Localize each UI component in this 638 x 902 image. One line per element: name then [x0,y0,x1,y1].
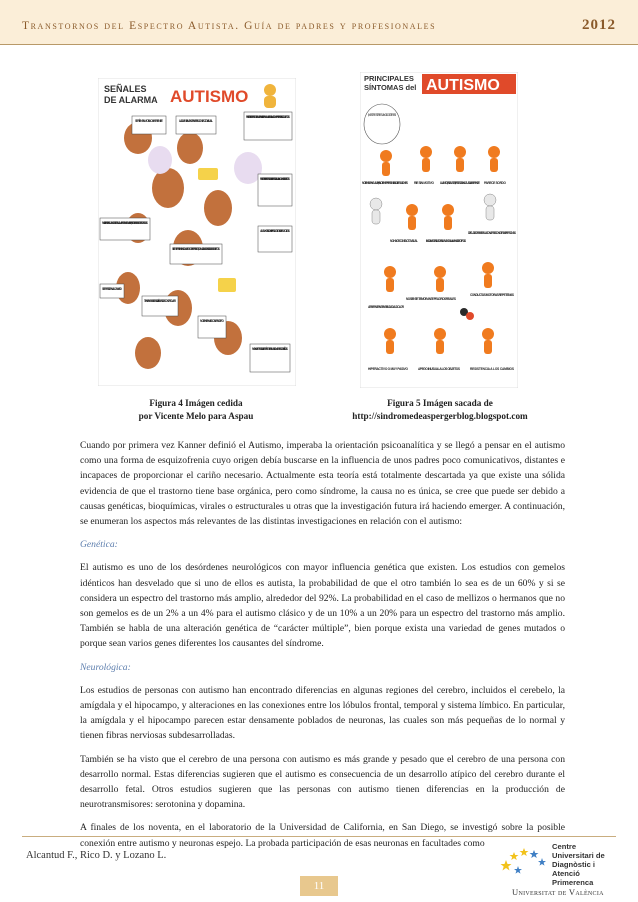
logo-stars-icon [498,842,548,882]
fig4-label-3: PUEDEN PRESENTAR AUSENCIA DE LENGUAJE ORAL NO COMPRENDEN CON GESTOS [246,115,291,119]
figure-5-caption [310,397,570,423]
fig5-title-small-1: PRINCIPALES [364,74,414,83]
logo-text [552,842,605,887]
fig4-label-2: LA CUENTA MANTENER EL CONTACTO VISUAL [179,119,213,123]
figure-4-caption [96,397,296,423]
paragraph-intro: Cuando por primera vez Kanner definió el Autismo, imperaba la orientación psicoanalítica y se llegó a pensar en el autismo como una forma de esquizofrenia cuyo origen debía buscarse en la influencia de unos padres poco comunicativos, distantes e incapaces de proporcionar el cariño necesario. Actualmente esta teoría está totalmente descartada ya que existe una sólida evidencia de que el trastorno tiene base orgánica, pero como síndrome, la causa no es única, se cree que puede ser debido a causas genéticas, bioquímicas, virales o estructurales u otras que la investigación futura irá haciendo emerger. A continuación, se enumeran los aspectos más relevantes de las distintas investigaciones en relación con el autismo: [80,440,565,528]
paragraph-cerebro: También se ha visto que el cerebro de una persona con autismo es más grande y pesado que el cerebro de una persona con desarrollo normal. Estas diferencias sugieren que el autismo es consecuencia de un desarrollo atípico del cerebro durante el desarrollo fetal. Otros estudios sugieren que las personas con autismo tienen diferencias en la producción de neurotransmisores: serotonina y dopamina. [80,753,565,811]
fig4-label-4: PUEDEN PRESENTAR UN APEGO INUSUAL A ALGUNOS OBJETOS [260,177,291,181]
paragraph-neuronas-espejo: A finales de los noventa, en el laboratorio de la Universidad de California, en San Diego, se investigó sobre la posible conexión entre autismo y neuronas espejo. La probada participación de esas neuronas en facultades como [80,822,565,849]
fig5-label-11: HIPERACTIVO O MUY PASIVO [368,367,408,371]
fig5-speech-bubble [364,104,400,144]
running-header-title: Transtornos del Espectro Autista. Guía de padres y profesionales [22,20,437,32]
figure-5-image [360,72,518,388]
fig5-label-2: RIE SIN MOTIVO [414,181,434,185]
fig4-title-big: AUTISMO [170,87,249,106]
figure-5-caption-line-2: http://sindromedeaspergerblog.blogspot.com [352,411,528,421]
fig5-speech-text: ¡NES TRES TRES UNO DOS TRES! [368,113,397,117]
fig5-label-13: RESISTENCIA A LOS CAMBIOS [470,367,514,371]
page-number: 11 [300,876,338,896]
logo-line-1: Centre [552,842,577,851]
fig4-title-small-1: SEÑALES [104,84,147,94]
fig5-label-12: APEGO INUSUAL A LOS OBJETOS [418,367,460,371]
fig4-label-5: NO ATIENDEN CUANDO SE LES LLAMA POR SU NOMBRE, PUEDEN PARECER SORDOS [102,221,149,225]
header-rule [0,44,638,45]
fig5-label-10: APARENTE INSENSIBILIDAD AL DOLOR [368,305,404,309]
fig5-label-9: NO SIENTE TEMOR ANTE PELIGROS REALES [406,297,456,301]
figure-5-illustration [360,72,518,388]
figure-5-caption-line-1: Figura 5 Imágen sacada de [387,398,493,408]
logo-line-5: Primerenca [552,878,594,887]
cudap-logo [498,842,626,900]
logo-line-3: Diagnòstic i [552,860,596,869]
logo-university: Universitat de València [512,887,604,897]
fig4-label-6: ALGUNOS SON HIPERACTIVOS O HIPOACTIVOS [260,229,290,233]
fig5-label-5: DIFICULTAD PARA RELACIONARSE CON OTRAS PERSONAS [468,231,516,235]
subheading-neurologica: Neurológica: [80,661,131,673]
paragraph-neurologica: Los estudios de personas con autismo han encontrado diferencias en algunas regiones del cerebro, incluidos el cerebelo, la amígdala y el hipocampo, y alteraciones en las conexiones entre los lóbulos frontal, temporal y sistema límbico. En particular, la amígdala y el hipocampo parecen estar densamente poblados de neuronas, las cuales son más pequeñas de lo normal y tienen fibras nerviosas subdesarrolladas. [80,684,565,742]
figure-4-image [98,78,296,386]
figure-4-caption-line-2: por Vicente Melo para Aspau [138,411,254,421]
fig5-title-small-2: SÍNTOMAS del [364,83,417,92]
fig5-label-6: NO HACE CONTACTO VISUAL [390,239,418,243]
logo-line-2: Universitari de [552,851,605,860]
figure-4-illustration [98,78,296,386]
running-header-year: 2012 [582,17,616,33]
fig4-label-8: SE RESISTEN AL CAMBIO [102,287,122,291]
fig4-teddy-head [264,84,276,96]
body-text [80,438,565,859]
fig5-label-7: INDICA NECESIDADES LLEVANDO LA MANO DE OTROS [426,239,467,243]
fig4-teddy-body [264,96,276,108]
fig4-label-1: SE RÍEN SIN MOTIVO APARENTE [135,119,163,123]
footer-authors: Alcantud F., Rico D. y Lozano L. [26,850,167,861]
fig5-title-big: AUTISMO [426,77,500,94]
figure-4-caption-line-1: Figura 4 Imágen cedida [149,398,243,408]
fig4-title-small-2: DE ALARMA [104,95,158,105]
fig4-label-11: NO MUESTRAN INTERÉS POR RELACIONARSE CON NIÑOS [252,347,288,351]
fig5-label-3: LLANTO, PATALETA, TRISTEZA SIN CAUSA APARENTE [440,181,480,185]
paragraph-genetica: El autismo es uno de los desórdenes neurológicos con mayor influencia genética que existen. Los estudios con gemelos idénticos han desvelado que si uno de ellos es autista, la probabilidad de que el otro también lo sea es de un 60% y si se considera un espectro del trastorno más amplio, alrededor del 92%. La probabilidad en el caso de mellizos o hermanos que no son gemelos es de un 2% a un 4% para el autismo clásico y de un 10% a un 20% para un espectro del trastorno más amplio. También se habla de una alteración genética de “carácter múltiple”, bien porque exista una variedad de genes mutados o porque sean varios genes diferentes los causantes del síndrome. [80,562,565,650]
subheading-genetica: Genética: [80,539,118,551]
fig4-label-7: SE ENTRETIENEN CON JUEGOS REPETITIVOS, COMO ALINEAR O GIRAR OBJETOS [172,247,220,251]
fig4-label-10: NO TIENEN MIEDO AL PELIGRO [200,319,224,323]
fig5-label-1: NO TIENE LENGUAJE, Y SI LO TIENE PRESENTA ALTERACIONES [362,181,409,185]
logo-line-4: Atenció [552,869,580,878]
fig5-label-4: PARECE SORDO [484,181,506,185]
fig4-label-9: TIENEN RABIETAS DIFÍCILES DE CONTROLAR [144,299,176,303]
footer-rule [22,836,616,837]
fig5-label-8: CONDUCTAS MOTORAS REPETITIVAS [470,293,514,297]
